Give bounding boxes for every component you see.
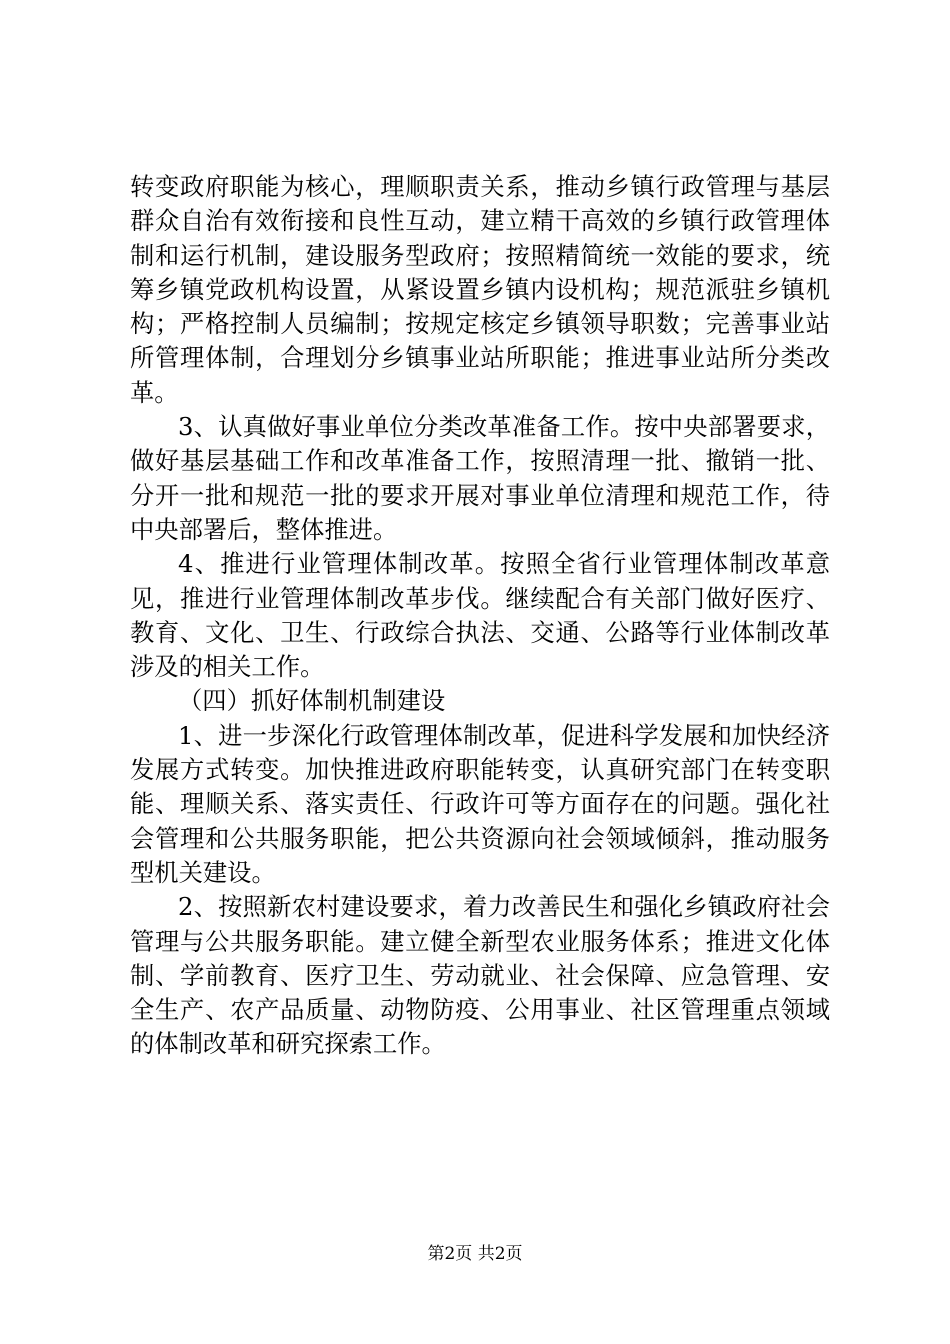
section-heading-4: （四）抓好体制机制建设	[178, 686, 446, 716]
paragraph-item-3: 3、认真做好事业单位分类改革准备工作。按中央部署要求，做好基层基础工作和改革准备工作，按照清理一批、撤销一批、分开一批和规范一批的要求开展对事业单位清理和规范工作，待中央部署后，整体推进。	[130, 412, 830, 544]
page-number-footer: 第2页 共2页	[427, 1244, 523, 1264]
paragraph-item-4: 4、推进行业管理体制改革。按照全省行业管理体制改革意见，推进行业管理体制改革步伐。继续配合有关部门做好医疗、教育、文化、卫生、行政综合执法、交通、公路等行业体制改革涉及的相关工作。	[130, 549, 830, 682]
paragraph-continuation: 转变政府职能为核心，理顺职责关系，推动乡镇行政管理与基层群众自治有效衔接和良性互动，建立精干高效的乡镇行政管理体制和运行机制，建设服务型政府；按照精简统一效能的要求，统筹乡镇党政机构设置，从紧设置乡镇内设机构；规范派驻乡镇机构；严格控制人员编制；按规定核定乡镇领导职数；完善事业站所管理体制，合理划分乡镇事业站所职能；推进事业站所分类改革。	[130, 172, 830, 407]
document-body	[130, 170, 830, 1062]
paragraph-section4-item-2: 2、按照新农村建设要求，着力改善民生和强化乡镇政府社会管理与公共服务职能。建立健全新型农业服务体系；推进文化体制、学前教育、医疗卫生、劳动就业、社会保障、应急管理、安全生产、农产品质量、动物防疫、公用事业、社区管理重点领域的体制改革和研究探索工作。	[130, 892, 830, 1059]
paragraph-section4-item-1: 1、进一步深化行政管理体制改革，促进科学发展和加快经济发展方式转变。加快推进政府职能转变，认真研究部门在转变职能、理顺关系、落实责任、行政许可等方面存在的问题。强化社会管理和公共服务职能，把公共资源向社会领域倾斜，推动服务型机关建设。	[130, 720, 830, 887]
